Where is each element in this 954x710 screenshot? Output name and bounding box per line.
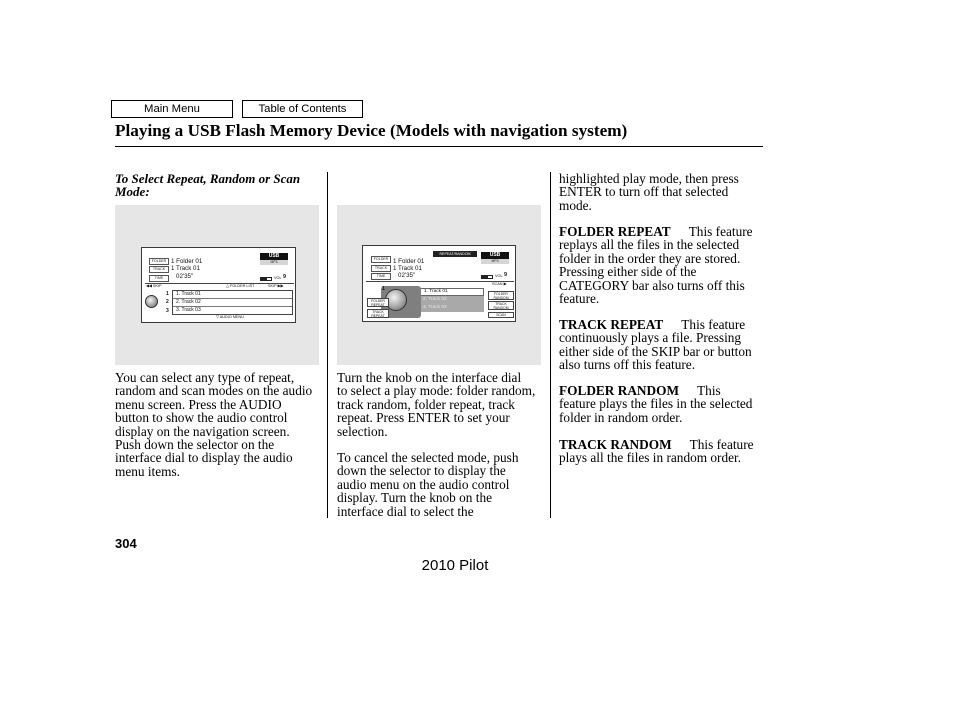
body-line: repeat. Press ENTER to set your <box>337 410 510 426</box>
col1-body <box>115 371 319 478</box>
menu-title-bar: REPEAT/RANDOM <box>433 251 477 257</box>
folder-random-body <box>559 397 763 424</box>
scan-option <box>488 312 514 318</box>
interface-dial-knob-icon <box>145 295 158 308</box>
folder-value: 1 Folder 01 <box>393 258 425 265</box>
body-line: menu screen. Press the AUDIO <box>115 396 282 412</box>
column-divider-2 <box>550 172 551 518</box>
track-random-lead-line <box>559 438 763 451</box>
body-line: down the selector to display the <box>337 463 506 479</box>
body-line: feature plays the files in the selected <box>559 396 753 412</box>
body-line: button to show the audio control <box>115 410 288 426</box>
track-value: 1 Track 01 <box>171 265 200 272</box>
option-text: TRACK <box>495 302 507 307</box>
page-title: Playing a USB Flash Memory Device (Models with navigation system) <box>115 121 628 140</box>
option-text: RANDOM <box>493 296 509 301</box>
option-text: REPEAT <box>371 303 385 308</box>
track-row: 2. Track 02 <box>420 296 484 304</box>
track-random-body <box>559 451 763 464</box>
option-text: TRACK <box>372 310 384 315</box>
body-line: replays all the files in the selected <box>559 237 740 253</box>
body-line: menu items. <box>115 463 180 479</box>
table-of-contents-button[interactable]: Table of Contents <box>242 100 363 118</box>
folder-random-term: FOLDER RANDOM <box>559 383 680 398</box>
skip-back-label: ◀◀ SKIP <box>146 284 162 288</box>
track-row: 1. Track 01 <box>420 288 484 296</box>
option-text: SCAN <box>496 313 506 318</box>
option-text: RANDOM <box>493 306 509 311</box>
folder-repeat-body <box>559 238 763 305</box>
track-number: 1 <box>382 286 385 292</box>
folder-label: FOLDER <box>149 258 169 265</box>
track-row: 2. Track 02 <box>173 299 292 307</box>
option-text: REPEAT <box>371 314 385 319</box>
body-line: Push down the selector on the <box>115 436 275 452</box>
format-badge: MP3 <box>260 260 288 265</box>
option-text: FOLDER <box>494 292 508 297</box>
folder-random-paragraph <box>559 384 763 424</box>
body-line: track random, folder repeat, track <box>337 396 515 412</box>
body-line: Turn the knob on the interface dial <box>337 370 522 385</box>
skip-forward-label: SKIP ▶▶ <box>268 284 284 288</box>
option-text: FOLDER <box>371 299 385 304</box>
body-line: Pressing either side of the <box>559 264 697 280</box>
volume-label: VOL <box>495 274 503 278</box>
column-divider-1 <box>327 172 328 518</box>
folder-repeat-term: FOLDER REPEAT <box>559 224 671 239</box>
time-label: TIME <box>149 275 169 282</box>
body-line: selection. <box>337 423 388 439</box>
volume-bar-icon <box>481 275 493 279</box>
body-line: display. Turn the knob on the <box>337 490 493 506</box>
volume-bar-icon <box>260 277 272 281</box>
body-line: feature. <box>559 290 600 306</box>
folder-random-lead: This <box>697 383 721 398</box>
body-line: To cancel the selected mode, push <box>337 450 519 465</box>
folder-value: 1 Folder 01 <box>171 258 203 265</box>
folder-repeat-lead: This feature <box>688 224 753 239</box>
volume-value: 9 <box>504 272 508 278</box>
track-row: 3. Track 03 <box>176 307 201 313</box>
col2-paragraph-2 <box>337 451 541 518</box>
body-line: interface dial to select the <box>337 503 474 519</box>
body-line: plays all the files in random order. <box>559 450 742 466</box>
scan-label: SCAN ▶ <box>492 282 507 286</box>
folder-repeat-lead-line <box>559 225 763 238</box>
track-list <box>172 290 293 315</box>
section-heading <box>115 172 319 198</box>
figure-audio-menu-screen <box>337 205 541 365</box>
track-repeat-body <box>559 331 763 371</box>
track-label: TRACK <box>149 266 169 273</box>
track-number: 1 <box>166 291 169 297</box>
col2-paragraph-1 <box>337 371 541 438</box>
source-badge: USB <box>260 253 288 260</box>
body-line: interface dial to display the audio <box>115 450 293 466</box>
body-line: random and scan modes on the audio <box>115 383 313 399</box>
body-line: either side of the SKIP bar or button <box>559 343 752 359</box>
heading-line: Mode: <box>115 184 150 199</box>
audio-menu-screen <box>362 245 516 322</box>
track-random-option <box>488 301 514 310</box>
track-repeat-lead: This feature <box>681 317 746 332</box>
time-value: 02'35" <box>398 272 416 279</box>
folder-repeat-option <box>367 298 389 307</box>
track-value: 1 Track 01 <box>393 265 422 272</box>
volume-value: 9 <box>283 274 287 280</box>
track-random-lead: This feature <box>689 437 754 452</box>
track-repeat-paragraph <box>559 318 763 372</box>
body-line: folder in the order they are stored. <box>559 250 741 266</box>
body-line: display on the navigation screen. <box>115 423 290 439</box>
body-line: also turns off this feature. <box>559 357 696 373</box>
body-line: You can select any type of repeat, <box>115 370 295 385</box>
track-repeat-lead-line <box>559 318 763 331</box>
folder-random-lead-line <box>559 384 763 397</box>
source-badge: USB <box>481 252 509 259</box>
figure-audio-screen <box>115 205 319 365</box>
audio-menu-label: ▽ AUDIO MENU <box>216 315 245 319</box>
track-random-term: TRACK RANDOM <box>559 437 672 452</box>
heading-line: To Select Repeat, Random or Scan <box>115 171 301 186</box>
track-row: 3. Track 03 <box>420 304 484 312</box>
track-repeat-option <box>367 309 389 318</box>
audio-control-screen <box>141 247 296 323</box>
main-menu-button[interactable]: Main Menu <box>111 100 233 118</box>
body-line: highlighted play mode, then press <box>559 171 739 186</box>
format-badge: MP3 <box>481 259 509 264</box>
body-line: to select a play mode: folder random, <box>337 383 536 399</box>
track-random-paragraph <box>559 438 763 465</box>
col3-paragraph-1 <box>559 172 763 212</box>
volume-label: VOL <box>274 276 282 280</box>
track-repeat-term: TRACK REPEAT <box>559 317 664 332</box>
folder-random-option <box>488 291 514 300</box>
folder-label: FOLDER <box>371 256 391 263</box>
body-line: audio menu on the audio control <box>337 476 510 492</box>
body-line: continuously plays a file. Pressing <box>559 330 742 346</box>
track-number: 2 <box>166 299 169 305</box>
track-label: TRACK <box>371 265 391 272</box>
body-line: CATEGORY bar also turns off this <box>559 277 745 293</box>
folder-list-label: △ FOLDER LIST <box>226 284 255 288</box>
track-row: 1. Track 01 <box>173 291 292 299</box>
title-rule <box>115 146 763 147</box>
body-line: ENTER to turn off that selected <box>559 184 729 200</box>
page-number: 304 <box>115 536 137 551</box>
vehicle-model: 2010 Pilot <box>421 557 489 574</box>
time-value: 02'35" <box>176 273 194 280</box>
folder-repeat-paragraph <box>559 225 763 305</box>
body-line: mode. <box>559 197 592 213</box>
body-line: folder in random order. <box>559 409 683 425</box>
track-number: 3 <box>166 308 169 314</box>
time-label: TIME <box>371 273 391 280</box>
